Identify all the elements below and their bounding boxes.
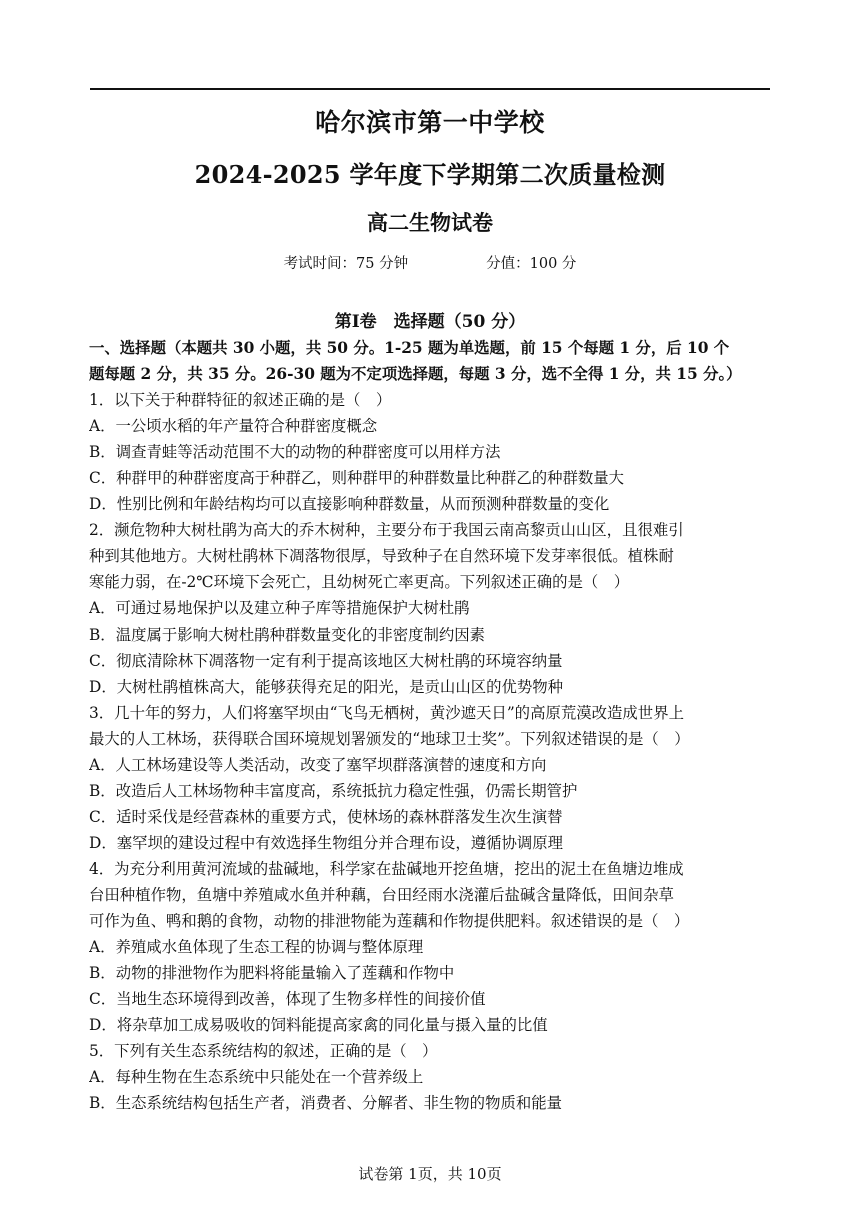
exam-meta [0, 252, 860, 273]
question-4-option-c: C．当地生态环境得到改善，体现了生物多样性的间接价值 [89, 990, 486, 1009]
question-4-option-a: A．养殖咸水鱼体现了生态工程的协调与整体原理 [89, 938, 424, 957]
question-2-stem: 种到其他地方。大树杜鹃林下凋落物很厚，导致种子在自然环境下发芽率很低。植株耐 [89, 547, 674, 566]
question-2-option-c: C．彻底清除林下凋落物一定有利于提高该地区大树杜鹃的环境容纳量 [89, 651, 563, 670]
instruction-line: 题每题 2 分，共 35 分。26-30 题为不定项选择题，每题 3 分，选不全得 1 分，共 15 分。） [89, 365, 742, 384]
question-3-option-d: D．塞罕坝的建设过程中有效选择生物组分并合理布设，遵循协调原理 [89, 833, 564, 852]
question-1-option-d: D．性别比例和年龄结构均可以直接影响种群数量，从而预测种群数量的变化 [89, 495, 610, 514]
question-2-stem: 寒能力弱，在-2℃环境下会死亡，且幼树死亡率更高。下列叙述正确的是（ ） [89, 573, 630, 592]
exam-term-title: 2024-2025 学年度下学期第二次质量检测 [194, 160, 666, 189]
header-rule [90, 88, 770, 90]
question-3-stem: 最大的人工林场，获得联合国环境规划署颁发的“地球卫士奖”。下列叙述错误的是（ ） [89, 729, 690, 748]
question-5-stem: 5．下列有关生态系统结构的叙述，正确的是（ ） [89, 1042, 438, 1061]
question-1-option-c: C．种群甲的种群密度高于种群乙，则种群甲的种群数量比种群乙的种群数量大 [89, 469, 625, 488]
question-2-option-b: B．温度属于影响大树杜鹃种群数量变化的非密度制约因素 [89, 625, 486, 644]
section-title: 第Ⅰ卷 选择题（50 分） [334, 312, 526, 332]
question-2-option-a: A．可通过易地保护以及建立种子库等措施保护大树杜鹃 [89, 599, 470, 618]
school-name: 哈尔滨市第一中学校 [315, 108, 545, 137]
exam-time: 考试时间：75 分钟 [283, 256, 409, 272]
question-5-option-a: A．每种生物在生态系统中只能处在一个营养级上 [89, 1068, 424, 1087]
instruction-line: 一、选择题（本题共 30 小题，共 50 分。1-25 题为单选题，前 15 个每题 1 分，后 10 个 [89, 339, 730, 357]
question-3-option-b: B．改造后人工林场物种丰富度高，系统抵抗力稳定性强，仍需长期管护 [89, 781, 578, 800]
question-3-option-c: C．适时采伐是经营森林的重要方式，使林场的森林群落发生次生演替 [89, 807, 563, 826]
question-2-stem: 2．濒危物种大树杜鹃为高大的乔木树种，主要分布于我国云南高黎贡山山区，且很难引 [89, 521, 684, 540]
question-4-option-d: D．将杂草加工成易吸收的饲料能提高家禽的同化量与摄入量的比值 [89, 1016, 548, 1035]
subject-title: 高二生物试卷 [367, 210, 493, 235]
page-footer: 试卷第 1页，共 10页 [358, 1165, 502, 1183]
question-3-option-a: A．人工林场建设等人类活动，改变了塞罕坝群落演替的速度和方向 [89, 755, 547, 774]
exam-score: 分值：100 分 [486, 256, 577, 272]
question-4-stem: 可作为鱼、鸭和鹅的食物，动物的排泄物能为莲藕和作物提供肥料。叙述错误的是（ ） [89, 912, 690, 931]
question-1-option-b: B．调查青蛙等活动范围不大的动物的种群密度可以用样方法 [89, 443, 501, 462]
question-4-stem: 4．为充分利用黄河流域的盐碱地，科学家在盐碱地开挖鱼塘，挖出的泥土在鱼塘边堆成 [89, 859, 684, 878]
question-3-stem: 3．几十年的努力，人们将塞罕坝由“飞鸟无栖树，黄沙遮天日”的高原荒漠改造成世界上 [89, 703, 684, 722]
question-1-option-a: A．一公顷水稻的年产量符合种群密度概念 [89, 417, 378, 436]
question-body [89, 335, 774, 1116]
question-2-option-d: D．大树杜鹃植株高大，能够获得充足的阳光，是贡山山区的优势物种 [89, 677, 564, 696]
question-4-stem: 台田种植作物，鱼塘中养殖咸水鱼并种藕，台田经雨水浇灌后盐碱含量降低，田间杂草 [89, 885, 674, 904]
question-1-stem: 1．以下关于种群特征的叙述正确的是（ ） [89, 391, 392, 410]
question-5-option-b: B．生态系统结构包括生产者，消费者、分解者、非生物的物质和能量 [89, 1094, 563, 1113]
question-4-option-b: B．动物的排泄物作为肥料将能量输入了莲藕和作物中 [89, 964, 455, 983]
